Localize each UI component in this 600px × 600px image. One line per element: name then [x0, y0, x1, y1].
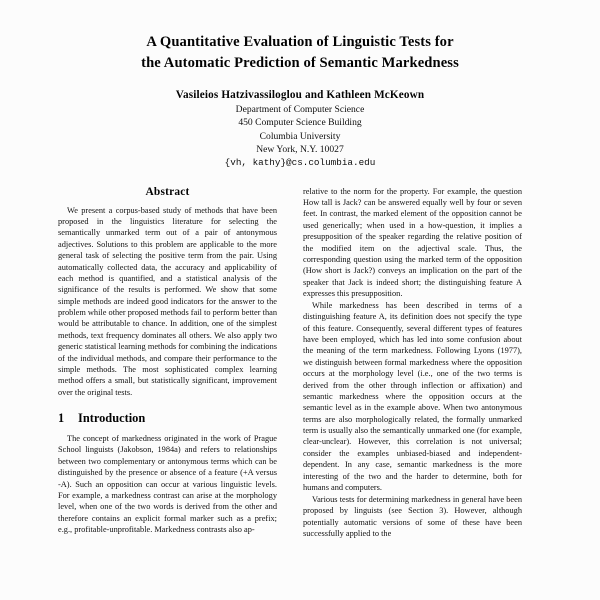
- right-paragraph-3: Various tests for determining markedness in general have been proposed by linguists (see Section 3). However, although potentially automatic versions of some of these have been successfully applied to the: [303, 494, 522, 538]
- two-column-body: [58, 186, 542, 540]
- section-number: 1: [58, 411, 65, 425]
- abstract-heading: Abstract: [145, 185, 190, 198]
- affiliation-block: [58, 103, 542, 155]
- affiliation-line-3: Columbia University: [259, 130, 341, 142]
- affiliation-line-4: New York, N.Y. 10027: [256, 143, 344, 155]
- right-paragraph-1: relative to the norm for the property. For example, the question How tall is Jack? can be answered equally well by four or seven feet. In contrast, the marked element of the opposition cannot be used generically; when used in a how-question, it implies a presupposition of the speaker regarding the relative position of the modified item on the adjectival scale. Thus, the corresponding question using the marked term of the opposition (How short is Jack?) conveys an implication on the part of the speaker that Jack is indeed short; the distinguishing feature A expresses this presupposition.: [303, 186, 522, 298]
- section-heading-introduction: [58, 411, 277, 426]
- left-column: [58, 186, 277, 540]
- abstract-body: [58, 205, 277, 398]
- page-title: [58, 26, 542, 73]
- intro-paragraph-1: The concept of markedness originated in the work of Prague School linguists (Jakobson, 1984a) and refers to relationships between two complementary or antonymous terms which can be distinguished by the presence or absence of a feature (+A versus -A). Such an opposition can occur at various linguistic levels. For example, a markedness contrast can arise at the morphology level, when one of the two words is derived from the other and therefore contains an explicit formal marker such as a prefix; e.g., profitable-unprofitable. Markedness contrasts also ap-: [58, 434, 277, 534]
- title-line-2: the Automatic Prediction of Semantic Markedness: [141, 54, 459, 71]
- contact-email: {vh, kathy}@cs.columbia.edu: [224, 156, 376, 168]
- author-list: Vasileios Hatzivassiloglou and Kathleen McKeown: [175, 89, 425, 102]
- section-title: Introduction: [78, 411, 146, 425]
- affiliation-line-2: 450 Computer Science Building: [238, 117, 362, 129]
- title-line-1: A Quantitative Evaluation of Linguistic Tests for: [146, 34, 454, 50]
- abstract-paragraph: We present a corpus-based study of methods that have been proposed in the linguistics literature for selecting the semantically unmarked term out of a pair of antonymous adjectives. Solutions to this problem are applicable to the more general task of selecting the positive term from the pair. Using automatically collected data, the accuracy and applicability of each method is quantified, and a statistical analysis of the significance of the results is performed. We show that some simple methods are indeed good indicators for the answer to the problem while other proposed methods fail to perform better than would be attributable to chance. In addition, one of the simplest methods, text frequency dominates all others. We also apply two generic statistical learning methods for combining the indications of the individual methods, and compare their performance to the simple methods. The most sophisticated complex learning method offers a small, but statistically significant, improvement over the original tests.: [58, 205, 277, 397]
- right-paragraph-2: While markedness has been described in terms of a distinguishing feature A, its definition does not specify the type of this feature. Consequently, several different types of features have been employed, which has led into some confusion about the meaning of the term markedness. Following Lyons (1977), we distinguish between formal markedness where the opposition occurs at the morphology level (i.e., one of the two terms is derived from the other through inflection or affixation) and semantic markedness where the opposition occurs at the semantic level as in the example above. When two antonymous terms are also morphologically related, the formally unmarked term is usually also the semantically unmarked one (for example, clear-unclear). However, this correlation is not universal; consider the examples unbiased-biased and independent-dependent. In any case, semantic markedness is the more interesting of the two and the harder to determine, both for humans and computers.: [303, 300, 522, 492]
- right-column: [303, 186, 522, 540]
- affiliation-line-1: Department of Computer Science: [235, 104, 365, 116]
